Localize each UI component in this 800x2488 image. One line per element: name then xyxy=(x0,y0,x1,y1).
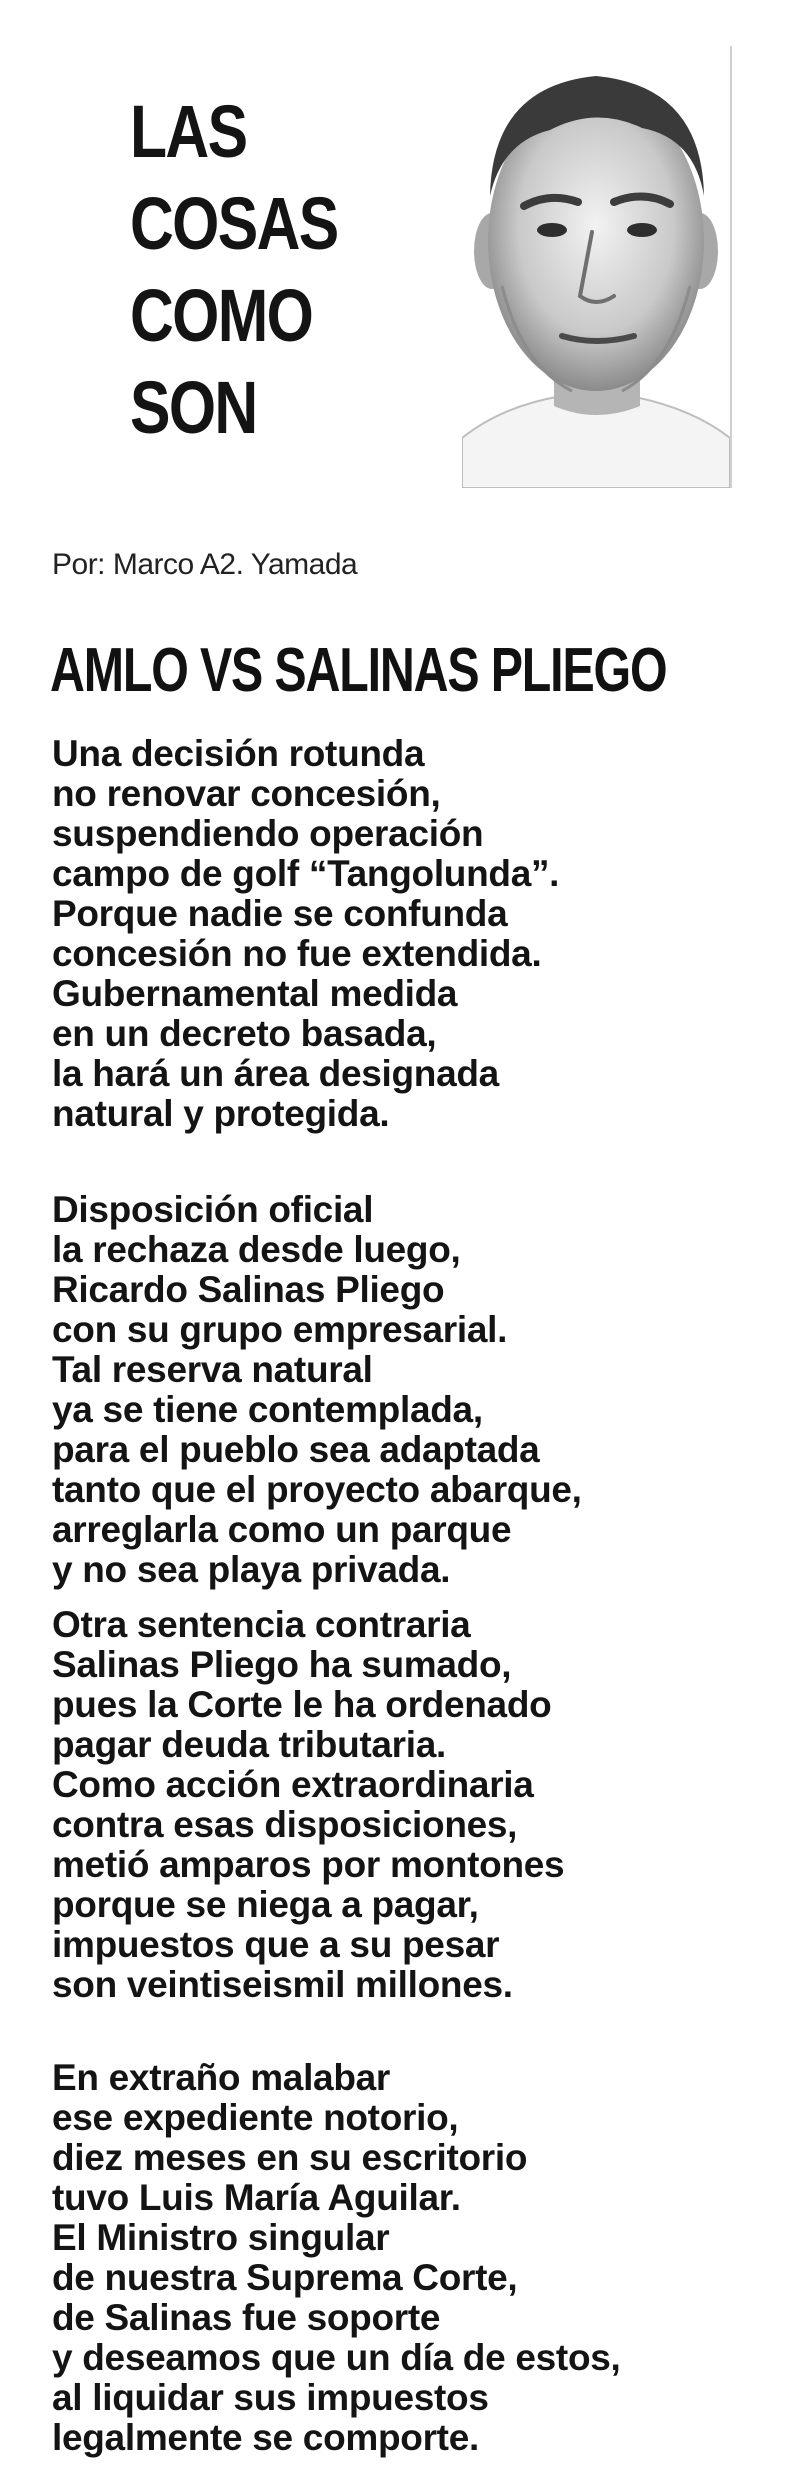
verse-line: campo de golf “Tangolunda”. xyxy=(52,853,560,894)
verse-line: El Ministro singular xyxy=(52,2217,390,2258)
verse-line: Como acción extraordinaria xyxy=(52,1764,534,1805)
verse-line: metió amparos por montones xyxy=(52,1844,565,1885)
verse-line: ese expediente notorio, xyxy=(52,2097,459,2138)
verse-line: la rechaza desde luego, xyxy=(52,1229,461,1270)
verse-line: Otra sentencia contraria xyxy=(52,1604,471,1645)
column-title-line: COSAS xyxy=(130,182,338,265)
stanza xyxy=(52,1190,582,1590)
verse-line: diez meses en su escritorio xyxy=(52,2137,528,2178)
verse-line: contra esas disposiciones, xyxy=(52,1804,518,1845)
verse-line: legalmente se comporte. xyxy=(52,2417,479,2458)
column-title-line: SON xyxy=(130,366,257,449)
verse-line: tanto que el proyecto abarque, xyxy=(52,1469,582,1510)
verse-line: y no sea playa privada. xyxy=(52,1549,451,1590)
verse-line: tuvo Luis María Aguilar. xyxy=(52,2177,461,2218)
verse-line: ya se tiene contemplada, xyxy=(52,1389,483,1430)
verse-line: no renovar concesión, xyxy=(52,773,441,814)
author-portrait-illustration xyxy=(462,46,730,488)
verse-line: natural y protegida. xyxy=(52,1093,390,1134)
verse-line: Porque nadie se confunda xyxy=(52,893,508,934)
byline: Por: Marco A2. Yamada xyxy=(52,548,358,581)
column-title xyxy=(130,86,338,454)
stanza xyxy=(52,734,559,1134)
verse-line: porque se niega a pagar, xyxy=(52,1884,479,1925)
verse-line: la hará un área designada xyxy=(52,1053,499,1094)
verse-line: impuestos que a su pesar xyxy=(52,1924,500,1965)
verse-line: pues la Corte le ha ordenado xyxy=(52,1684,552,1725)
author-photo xyxy=(462,46,732,488)
verse-line: en un decreto basada, xyxy=(52,1013,437,1054)
column-title-line: LAS xyxy=(130,90,247,173)
stanza xyxy=(52,1605,564,2005)
verse-line: al liquidar sus impuestos xyxy=(52,2377,489,2418)
verse-line: con su grupo empresarial. xyxy=(52,1309,508,1350)
column-title-line: COMO xyxy=(130,274,313,357)
stanza xyxy=(52,2058,621,2458)
verse-line: para el pueblo sea adaptada xyxy=(52,1429,540,1470)
verse-line: de nuestra Suprema Corte, xyxy=(52,2257,518,2298)
verse-line: suspendiendo operación xyxy=(52,813,484,854)
verse-line: arreglarla como un parque xyxy=(52,1509,512,1550)
verse-line: y deseamos que un día de estos, xyxy=(52,2337,621,2378)
verse-line: de Salinas fue soporte xyxy=(52,2297,441,2338)
verse-line: Ricardo Salinas Pliego xyxy=(52,1269,445,1310)
verse-line: Disposición oficial xyxy=(52,1189,374,1230)
verse-line: son veintiseismil millones. xyxy=(52,1964,513,2005)
verse-line: Gubernamental medida xyxy=(52,973,458,1014)
verse-line: Tal reserva natural xyxy=(52,1349,373,1390)
verse-line: concesión no fue extendida. xyxy=(52,933,542,974)
verse-line: Salinas Pliego ha sumado, xyxy=(52,1644,512,1685)
verse-line: En extraño malabar xyxy=(52,2057,391,2098)
headline: AMLO VS SALINAS PLIEGO xyxy=(50,636,667,705)
verse-line: pagar deuda tributaria. xyxy=(52,1724,447,1765)
verse-line: Una decisión rotunda xyxy=(52,733,425,774)
